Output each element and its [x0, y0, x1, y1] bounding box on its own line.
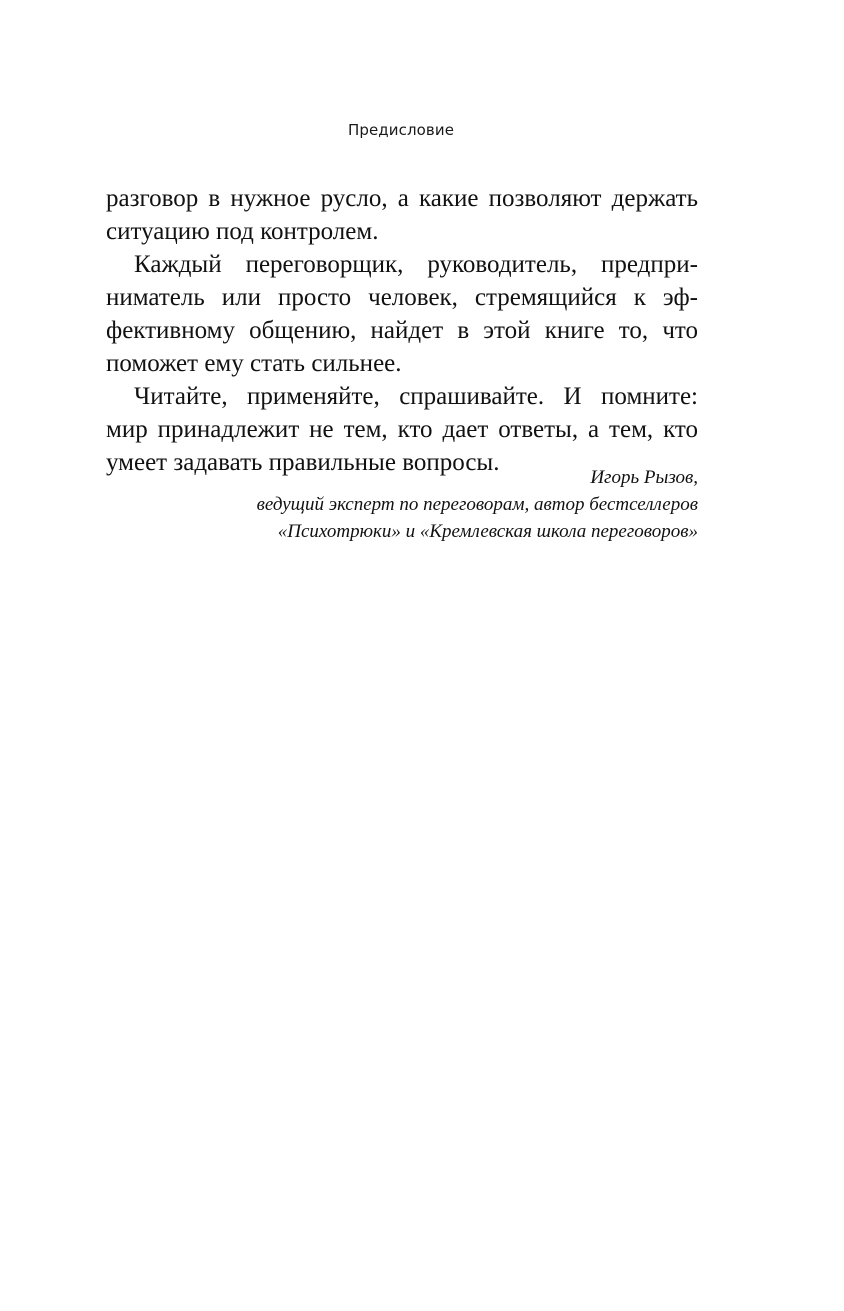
- text-line: разговор в нужное русло, а какие позволяют держать: [106, 185, 698, 212]
- running-head: Предисловие: [347, 121, 455, 139]
- text-line: Читайте, применяйте, спрашивайте. И помните:: [134, 383, 698, 410]
- signature-role: ведущий эксперт по переговорам, автор бестселлеров: [256, 494, 698, 515]
- signature-block: [106, 464, 698, 545]
- text-line: мир принадлежит не тем, кто дает ответы, а тем, кто: [106, 416, 698, 443]
- text-line: поможет ему стать сильнее.: [106, 350, 402, 377]
- text-line: Каждый переговорщик, руководитель, предпри-: [134, 251, 698, 278]
- signature-author: Игорь Рызов,: [590, 467, 698, 488]
- text-line: умеет задавать правильные вопросы.: [106, 449, 500, 476]
- paragraph-1: [106, 182, 698, 248]
- text-line: ситуацию под контролем.: [106, 218, 379, 245]
- text-line: фективному общению, найдет в этой книге то, что: [106, 317, 698, 344]
- body-text: [106, 182, 698, 479]
- text-line: ниматель или просто человек, стремящийся к эф-: [106, 284, 698, 311]
- paragraph-2: [106, 248, 698, 380]
- signature-books: «Психотрюки» и «Кремлевская школа переговоров»: [277, 521, 698, 542]
